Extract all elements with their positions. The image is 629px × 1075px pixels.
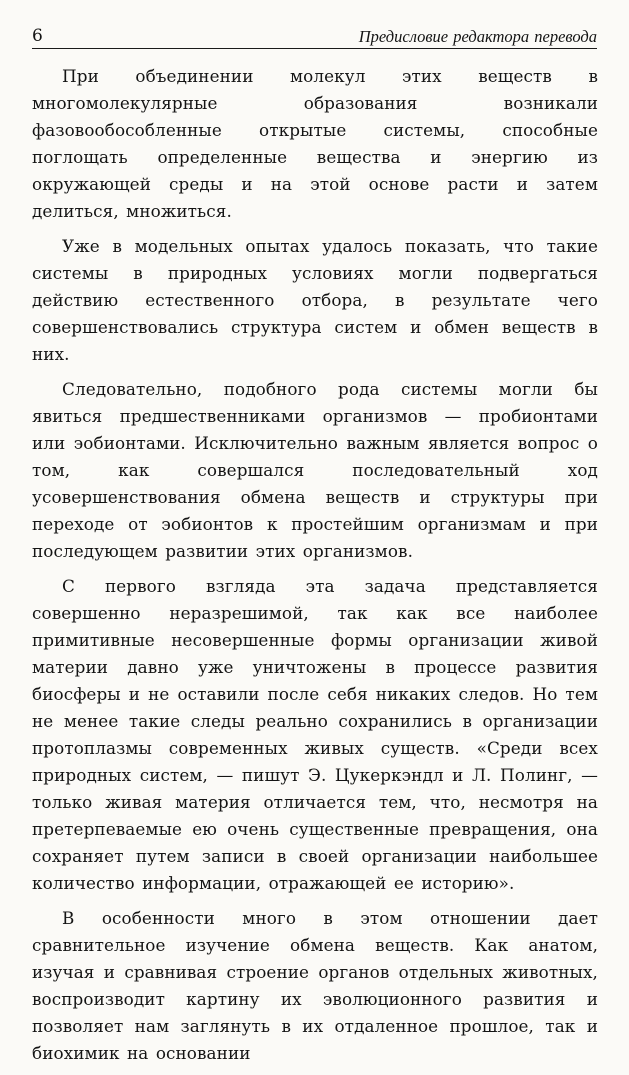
page-body: [32, 63, 598, 1075]
running-title: Предисловие редактора перевода: [358, 27, 597, 46]
paragraph-1: При объединении молекул этих веществ в многомолекулярные образования возникали фазовообособленные открытые системы, способные поглощать определенные вещества и энергию из окружающей среды и на этой основе расти и затем делиться, множиться.: [32, 66, 598, 221]
paragraph-2: Уже в модельных опытах удалось показать, что такие системы в природных условиях могли подвергаться действию естественного отбора, в результате чего совершенствовались структура систем и обмен веществ в них.: [32, 236, 598, 364]
page-number: 6: [32, 26, 43, 46]
paragraph-5: В особенности много в этом отношении дает сравнительное изучение обмена веществ. Как анатом, изучая и сравнивая строение органов отдельных животных, воспроизводит картину их эволюционного развития и позволяет нам заглянуть в их отдаленное прошлое, так и биохимик на основании: [32, 908, 598, 1063]
paragraph-4: С первого взгляда эта задача представляется совершенно неразрешимой, так как все наиболее примитивные несовершенные формы организации живой материи давно уже уничтожены в процессе развития биосферы и не оставили после себя никаких следов. Но тем не менее такие следы реально сохранились в организации протоплазмы современных живых существ. «Среди всех природных систем, — пишут Э. Цукеркэндл и Л. Полинг, — только живая материя отличается тем, что, несмотря на претерпеваемые ею очень существенные превращения, она сохраняет путем записи в своей организации наибольшее количество информации, отражающей ее историю».: [32, 576, 598, 893]
running-header: [32, 26, 597, 49]
paragraph-3: Следовательно, подобного рода системы могли бы явиться предшественниками организмов — пробионтами или эобионтами. Исключительно важным является вопрос о том, как совершался последовательный ход усовершенствования обмена веществ и структуры при переходе от эобионтов к простейшим организмам и при последующем развитии этих организмов.: [32, 379, 598, 561]
